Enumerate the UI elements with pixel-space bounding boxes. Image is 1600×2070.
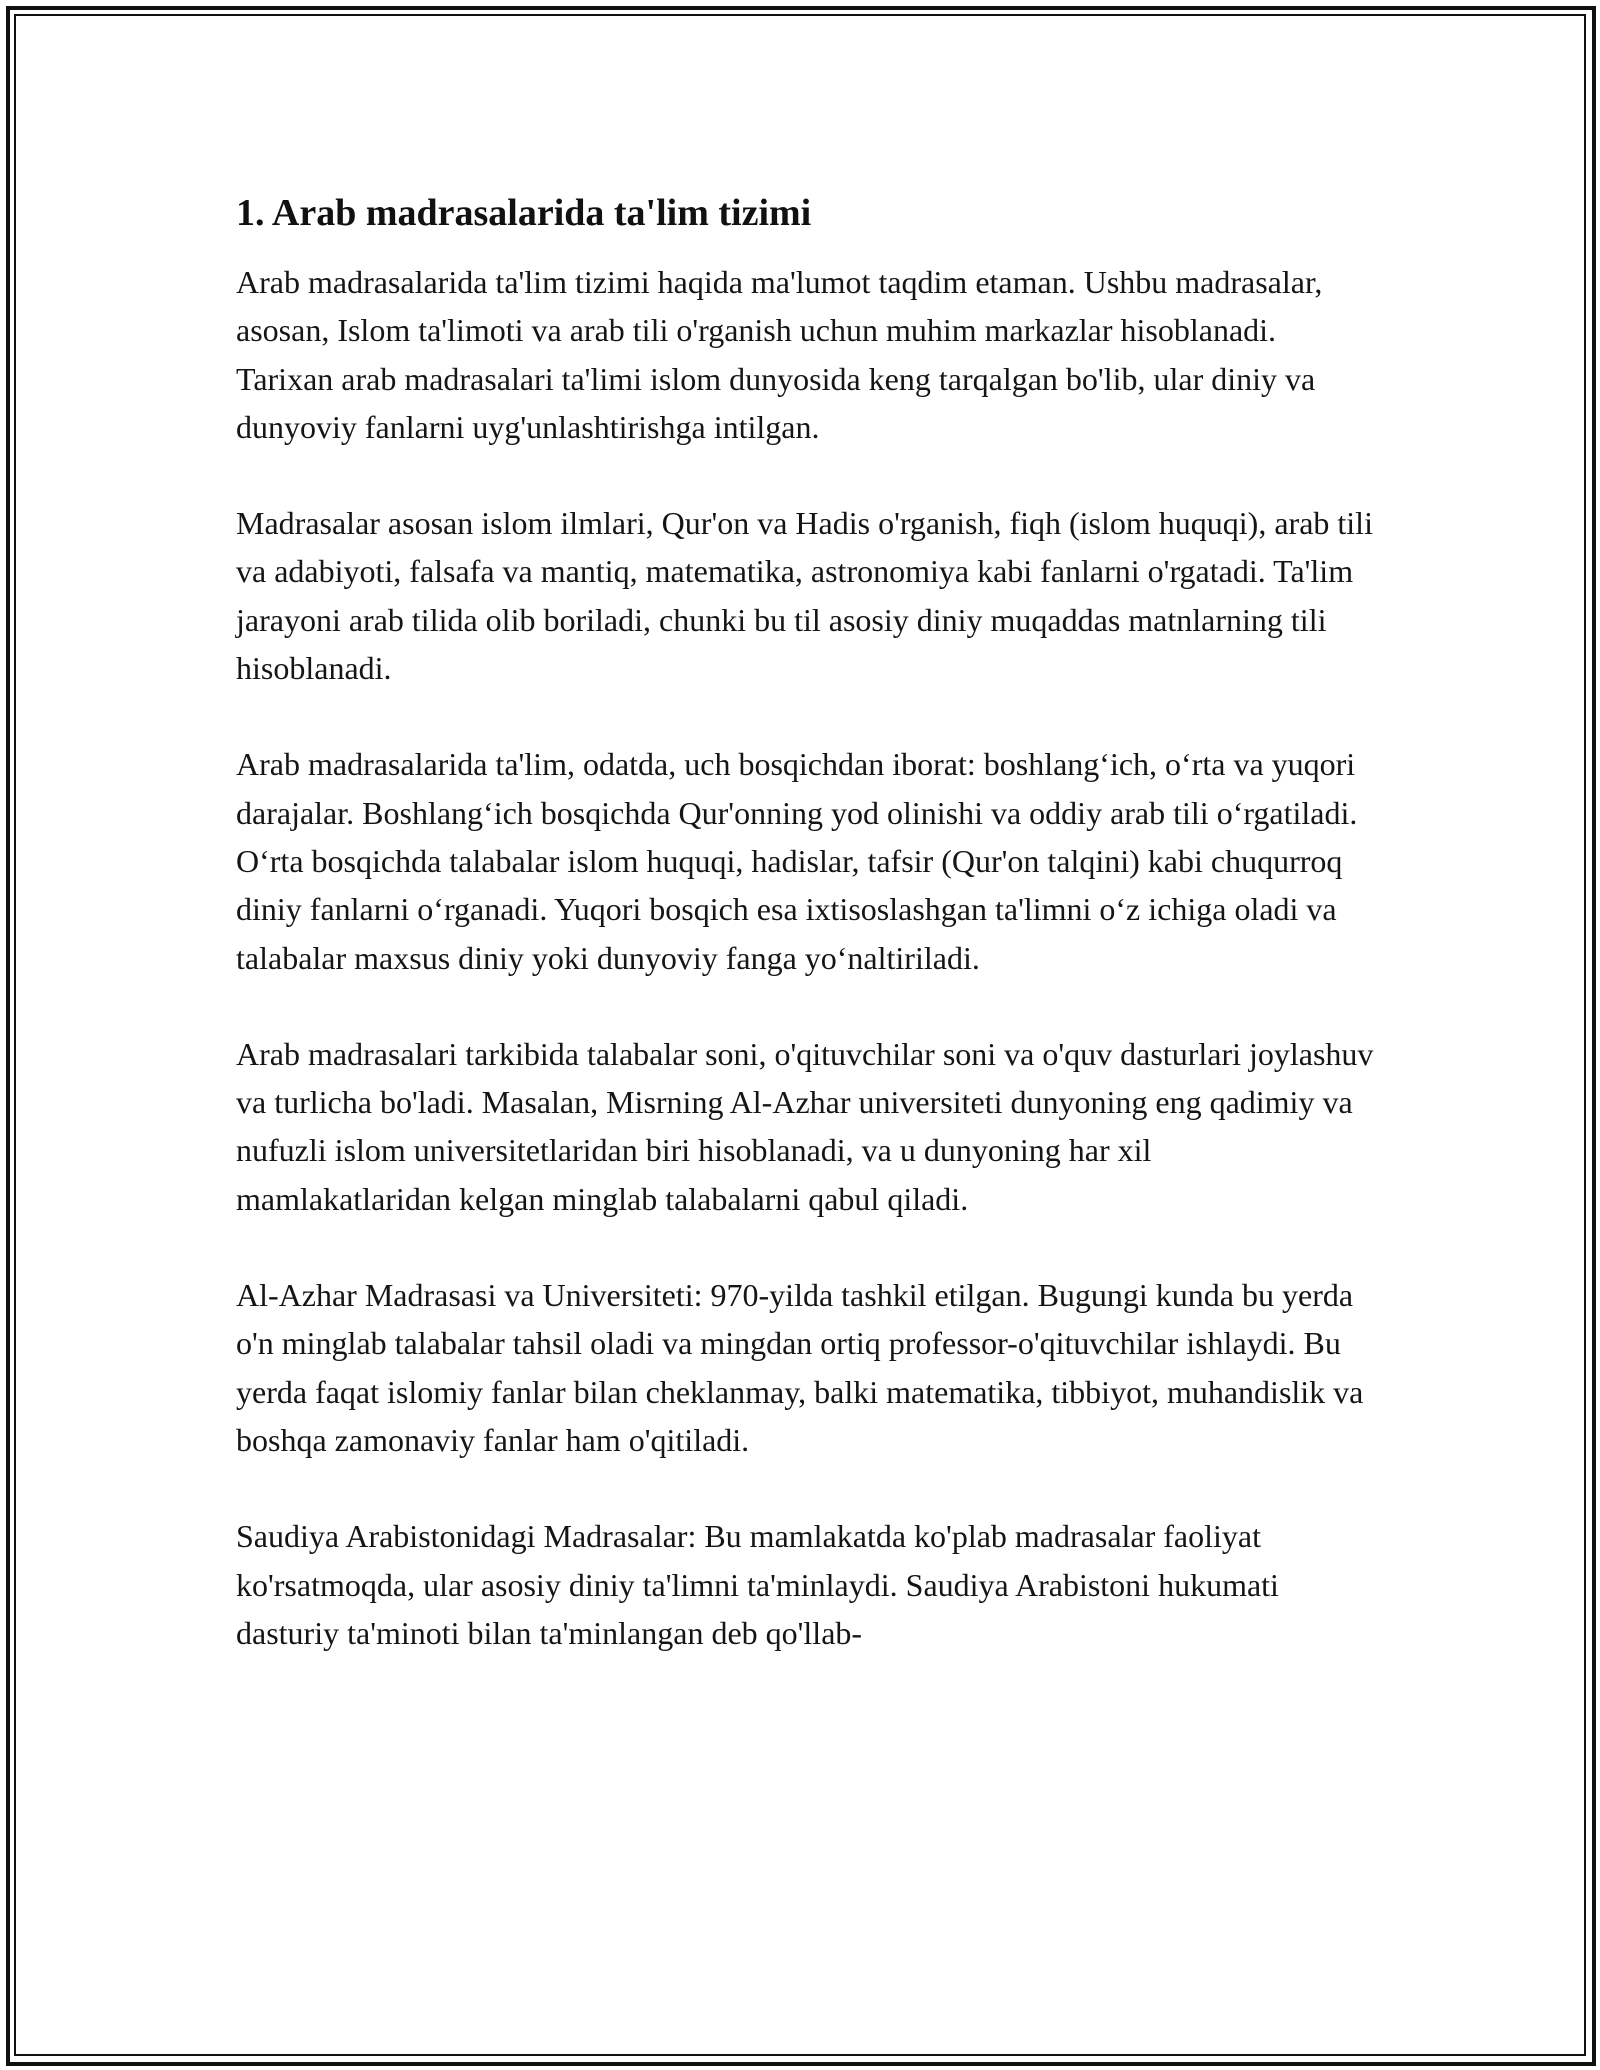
paragraph-al-azhar: Al-Azhar Madrasasi va Universiteti: 970-yilda tashkil etilgan. Bugungi kunda bu yerda o'n minglab talabalar tahsil oladi va mingdan ortiq professor-o'qituvchilar ishlaydi. Bu yerda faqat islomiy fanlar bilan cheklanmay, balki matematika, tibbiyot, muhandislik va boshqa zamonaviy fanlar ham o'qitiladi. [236,1277,1364,1458]
section-heading: 1. Arab madrasalarida ta'lim tizimi [236,192,812,234]
paragraph-saudi-arabia: Saudiya Arabistonidagi Madrasalar: Bu mamlakatda ko'plab madrasalar faoliyat ko'rsatmoqda, ular asosiy diniy ta'limni ta'minlaydi. Saudiya Arabistoni hukumati dasturiy ta'minoti bilan ta'minlangan deb qo'llab- [236,1518,1279,1651]
paragraph-stages: Arab madrasalarida ta'lim, odatda, uch bosqichdan iborat: boshlang‘ich, o‘rta va yuqori darajalar. Boshlang‘ich bosqichda Qur'onning yod olinishi va oddiy arab tili o‘rgatiladi. O‘rta bosqichda talabalar islom huquqi, hadislar, tafsir (Qur'on talqini) kabi chuqurroq diniy fanlarni o‘rganadi. Yuqori bosqich esa ixtisoslashgan ta'limni o‘z ichiga oladi va talabalar maxsus diniy yoki dunyoviy fanga yo‘naltiriladi. [236,746,1358,976]
paragraph-intro: Arab madrasalarida ta'lim tizimi haqida ma'lumot taqdim etaman. Ushbu madrasalar, asosan, Islom ta'limoti va arab tili o'rganish uchun muhim markazlar hisoblanadi. Tarixan arab madrasalari ta'limi islom dunyosida keng tarqalgan bo'lib, ular diniy va dunyoviy fanlarni uyg'unlashtirishga intilgan. [236,264,1323,445]
document-body [236,190,1374,1657]
paragraph-students: Arab madrasalari tarkibida talabalar soni, o'qituvchilar soni va o'quv dasturlari joylashuv va turlicha bo'ladi. Masalan, Misrning Al-Azhar universiteti dunyoning eng qadimiy va nufuzli islom universitetlaridan biri hisoblanadi, va u dunyoning har xil mamlakatlaridan kelgan minglab talabalarni qabul qiladi. [236,1035,1374,1217]
paragraph-subjects: Madrasalar asosan islom ilmlari, Qur'on va Hadis o'rganish, fiqh (islom huquqi), arab tili va adabiyoti, falsafa va mantiq, matematika, astronomiya kabi fanlarni o'rgatadi. Ta'lim jarayoni arab tilida olib boriladi, chunki bu til asosiy diniy muqaddas matnlarning tili hisoblanadi. [236,505,1373,687]
